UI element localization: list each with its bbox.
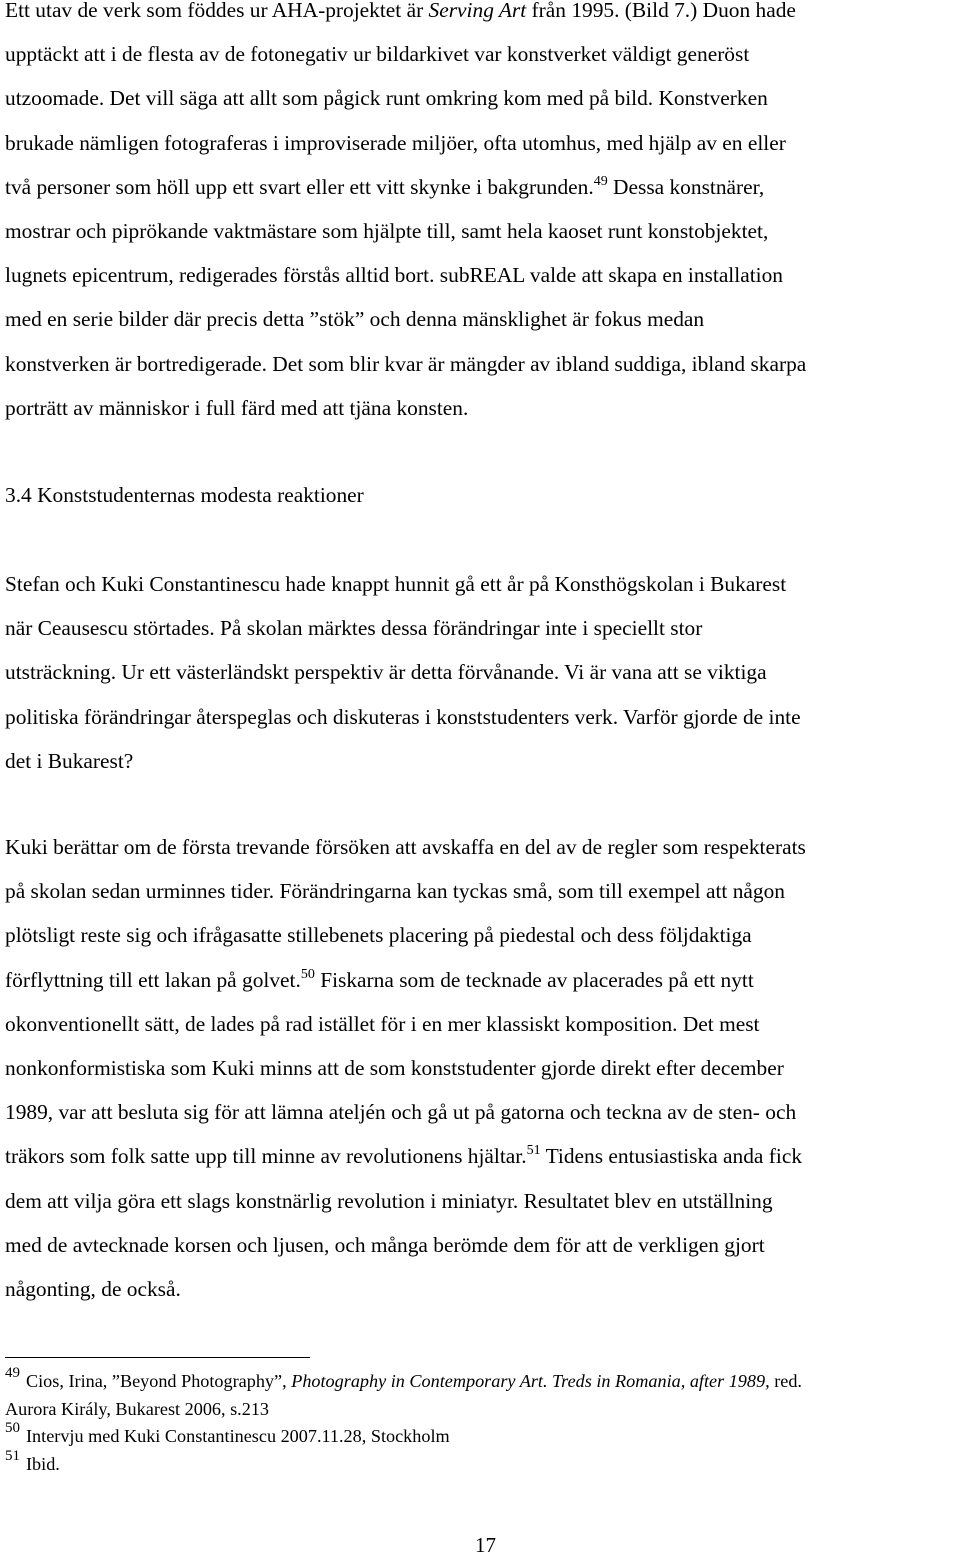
paragraph-kuki-recollection — [5, 825, 806, 1311]
footnote-reference[interactable]: 51 — [526, 1143, 541, 1159]
text-line: med en serie bilder där precis detta ”stök” och denna mänsklighet är fokus medan — [5, 307, 705, 332]
text-line: mostrar och piprökande vaktmästare som hjälpte till, samt hela kaoset runt konstobjektet, — [5, 218, 769, 243]
text-line: någonting, de också. — [5, 1276, 181, 1301]
text-line: dem att vilja göra ett slags konstnärlig revolution i miniatyr. Resultatet blev en utställning — [5, 1188, 773, 1213]
text-line: nonkonformistiska som Kuki minns att de som konststudenter gjorde direkt efter december — [5, 1055, 784, 1080]
text-line: okonventionellt sätt, de lades på rad istället för i en mer klassiskt komposition. Det mest — [5, 1011, 760, 1036]
text-line: två personer som höll upp ett svart eller ett vitt skynke i bakgrunden.$^{49}$ Dessa konstnärer, — [5, 173, 765, 199]
page-number: 17 — [475, 1533, 496, 1557]
footnote-51: $^{51}$ Ibid. — [5, 1447, 60, 1474]
text-line: när Ceausescu störtades. På skolan märktes dessa förändringar inte i speciellt stor — [5, 616, 703, 641]
italic-title: Serving Art — [428, 0, 527, 22]
text-line: porträtt av människor i full färd med att tjäna konsten. — [5, 395, 469, 420]
footnote-49: $^{49}$ Cios, Irina, ”Beyond Photography”, Photography in Contemporary Art. Treds in Romania, after 1989, red. — [5, 1365, 802, 1391]
paragraph-constantinescu — [5, 562, 801, 783]
footnote-separator — [5, 1357, 310, 1358]
text-line: upptäckt att i de flesta av de fotonegativ ur bildarkivet var konstverket väldigt generöst — [5, 42, 750, 67]
text-line: med de avtecknade korsen och ljusen, och många berömde dem för att de verkligen gjort — [5, 1232, 765, 1257]
footnotes — [5, 1365, 960, 1478]
text-line: det i Bukarest? — [5, 748, 134, 773]
text-line: brukade nämligen fotograferas i improviserade miljöer, ofta utomhus, med hjälp av en eller — [5, 130, 786, 155]
text-line: utzoomade. Det vill säga att allt som pågick runt omkring kom med på bild. Konstverken — [5, 86, 768, 111]
text-line: Stefan och Kuki Constantinescu hade knappt hunnit gå ett år på Konsthögskolan i Bukarest — [5, 572, 787, 596]
text-line: Ett utav de verk som föddes ur AHA-projektet är Serving Art från 1995. (Bild 7.) Duon hade — [5, 0, 796, 22]
text-line: träkors som folk satte upp till minne av revolutionens hjältar.$^{51}$ Tidens entusiastiska anda fick — [5, 1143, 803, 1169]
footnote-49-continued: Aurora Király, Bukarest 2006, s.213 — [5, 1398, 270, 1419]
text-line: politiska förändringar återspeglas och diskuteras i konststudenters verk. Varför gjorde de inte — [5, 704, 801, 729]
text-line: förflyttning till ett lakan på golvet.$^{50}$ Fiskarna som de tecknade av placerades på ett nytt — [5, 966, 754, 992]
paragraph-serving-art — [5, 0, 806, 430]
footnote-reference[interactable]: 49 — [593, 173, 608, 189]
footnote-reference[interactable]: 50 — [300, 966, 315, 982]
text-line: Kuki berättar om de första trevande försöken att avskaffa en del av de regler som respekterats — [5, 835, 806, 859]
text-line: utsträckning. Ur ett västerländskt perspektiv är detta förvånande. Vi är vana att se viktiga — [5, 660, 767, 685]
text-line: konstverken är bortredigerade. Det som blir kvar är mängder av ibland suddiga, ibland skarpa — [5, 351, 807, 376]
footnote-50: $^{50}$ Intervju med Kuki Constantinescu 2007.11.28, Stockholm — [5, 1420, 450, 1446]
text-line: plötsligt reste sig och ifrågasatte stillebenets placering på piedestal och dess följdaktiga — [5, 923, 752, 948]
section-heading: 3.4 Konststudenternas modesta reaktioner — [5, 483, 364, 507]
text-line: på skolan sedan urminnes tider. Förändringarna kan tyckas små, som till exempel att någon — [5, 879, 785, 904]
text-line: lugnets epicentrum, redigerades förstås alltid bort. subREAL valde att skapa en installation — [5, 263, 783, 288]
text-line: 1989, var att besluta sig för att lämna ateljén och gå ut på gatorna och teckna av de sten- och — [5, 1100, 797, 1125]
